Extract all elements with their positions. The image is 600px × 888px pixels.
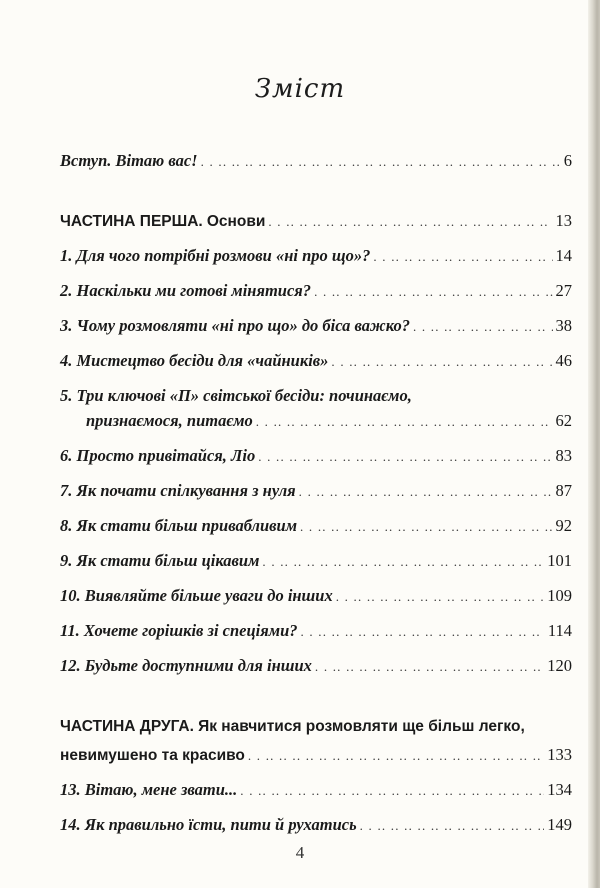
dot-leader (336, 584, 545, 609)
toc-entry-chapter-1[interactable] (60, 243, 572, 268)
toc-page-number: 133 (547, 745, 572, 764)
toc-entry-chapter-2[interactable] (60, 278, 572, 303)
toc-entry-chapter-10[interactable] (60, 583, 572, 608)
dot-leader (360, 813, 545, 838)
toc-page-number: 114 (547, 621, 572, 640)
part-subtitle: Основи (206, 213, 266, 230)
dot-leader (248, 743, 544, 768)
toc-page-number: 120 (547, 656, 572, 675)
page-title: Зміст (254, 74, 346, 104)
toc-page-number: 6 (563, 151, 572, 170)
toc-entry-title-line2: признаємося, питаємо (86, 411, 253, 430)
toc-page-number: 134 (547, 780, 572, 799)
dot-leader (331, 349, 552, 374)
toc-entry-title: 2. Наскільки ми готові мінятися? (60, 281, 312, 300)
toc-page-number: 83 (555, 446, 572, 465)
toc-entry-part-1[interactable] (60, 208, 572, 233)
toc-entry-chapter-5[interactable] (60, 383, 572, 433)
page-number-footer: 4 (295, 843, 305, 862)
toc-page-number: 46 (555, 351, 572, 370)
dot-leader (256, 409, 553, 434)
toc-entry-part-2[interactable] (60, 713, 572, 767)
toc-page-number: 92 (555, 516, 572, 535)
part-label: ЧАСТИНА ПЕРША. (60, 213, 203, 230)
dot-leader (240, 778, 544, 803)
dot-leader (315, 654, 544, 679)
toc-entry-title: 1. Для чого потрібні розмови «ні про що»? (60, 246, 371, 265)
part-subtitle-line1: Як навчитися розмовляти ще більш легко, (198, 718, 525, 735)
dot-leader (373, 244, 552, 269)
toc-entry-title: 9. Як стати більш цікавим (60, 551, 260, 570)
toc-page-number: 149 (547, 815, 572, 834)
dot-leader (268, 209, 552, 234)
toc-entry-chapter-6[interactable] (60, 443, 572, 468)
toc-page-number: 14 (555, 246, 572, 265)
toc-page-number: 13 (555, 211, 572, 230)
dot-leader (262, 549, 544, 574)
toc-entry-chapter-13[interactable] (60, 777, 572, 802)
toc-entry-title: 13. Вітаю, мене звати... (60, 780, 238, 799)
dot-leader (300, 514, 552, 539)
toc-entry-chapter-9[interactable] (60, 548, 572, 573)
toc-page-number: 109 (547, 586, 572, 605)
dot-leader (413, 314, 553, 339)
toc-entry-chapter-4[interactable] (60, 348, 572, 373)
toc-page-number: 38 (555, 316, 572, 335)
toc-page-number: 87 (555, 481, 572, 500)
toc-entry-title: 12. Будьте доступними для інших (60, 656, 312, 675)
toc-entry-title: 10. Виявляйте більше уваги до інших (60, 586, 333, 605)
toc-page-number: 101 (547, 551, 572, 570)
toc-entry-title: 8. Як стати більш привабливим (60, 516, 298, 535)
toc-page-number: 62 (555, 411, 572, 430)
toc-entry-title: Вступ. Вітаю вас! (60, 151, 198, 170)
part-subtitle-line2: невимушено та красиво (60, 747, 245, 764)
toc-entry-title: 14. Як правильно їсти, пити й рухатись (60, 815, 357, 834)
page-binding-edge (588, 0, 600, 888)
dot-leader (299, 479, 553, 504)
toc-page-number: 27 (555, 281, 572, 300)
toc-entry-chapter-8[interactable] (60, 513, 572, 538)
dot-leader (201, 149, 561, 174)
dot-leader (301, 619, 545, 644)
part-label: ЧАСТИНА ДРУГА. (60, 718, 194, 735)
toc-entry-title: 3. Чому розмовляти «ні про що» до біса важко? (60, 316, 410, 335)
toc-entry-intro[interactable] (60, 148, 572, 173)
toc-entry-title-line1: 5. Три ключові «П» світської бесіди: починаємо, (60, 386, 412, 405)
toc-entry-title: 11. Хочете горішків зі спеціями? (60, 621, 298, 640)
dot-leader (258, 444, 552, 469)
toc-entry-chapter-3[interactable] (60, 313, 572, 338)
toc-entry-title: 7. Як почати спілкування з нуля (60, 481, 296, 500)
toc-entry-chapter-12[interactable] (60, 653, 572, 678)
toc-entry-chapter-14[interactable] (60, 812, 572, 837)
toc-entry-title: 6. Просто привітайся, Ліо (60, 446, 256, 465)
dot-leader (314, 279, 552, 304)
toc-entry-chapter-11[interactable] (60, 618, 572, 643)
toc-entry-title: 4. Мистецтво бесіди для «чайників» (60, 351, 329, 370)
toc-entry-chapter-7[interactable] (60, 478, 572, 503)
